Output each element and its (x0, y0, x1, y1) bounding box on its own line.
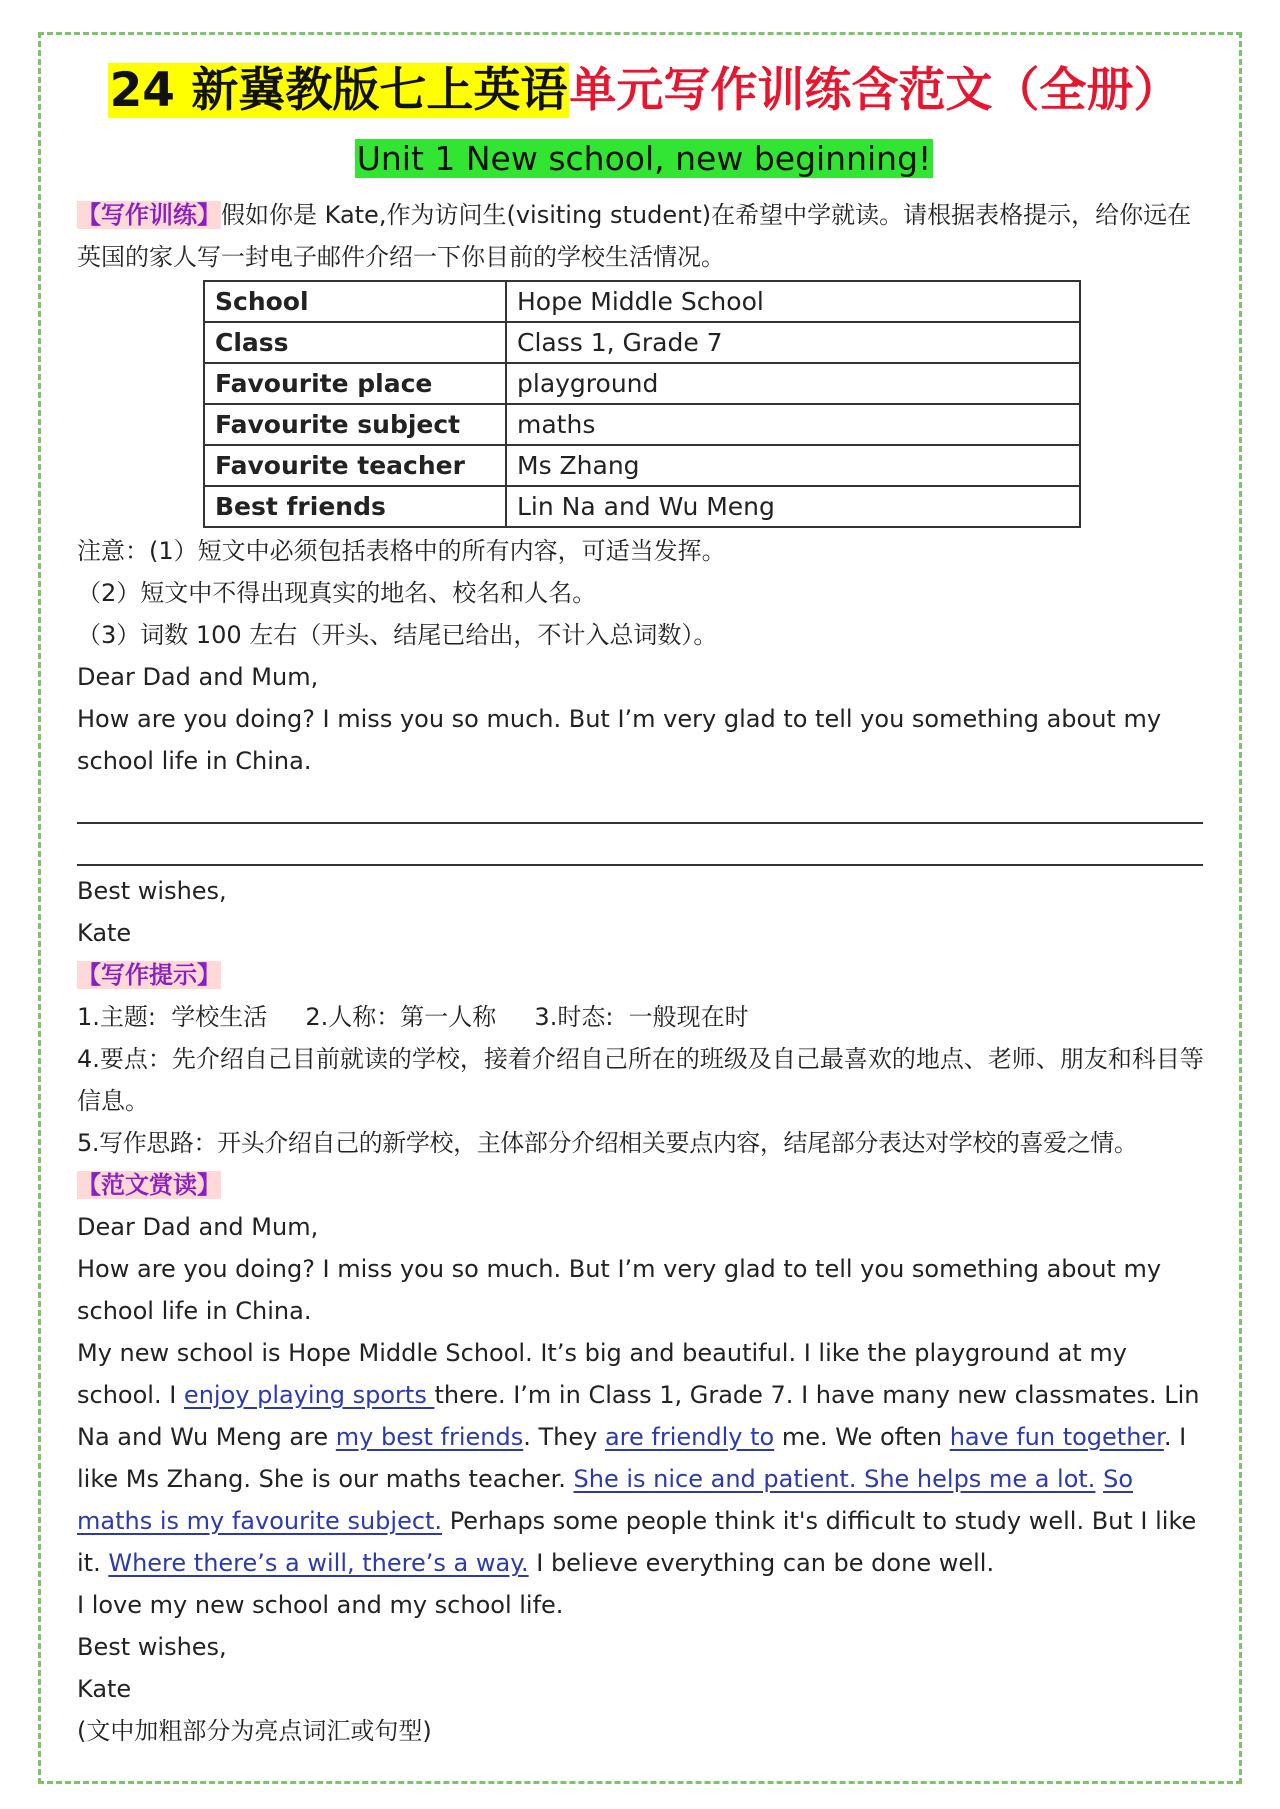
body-text: there. I’m in Class 1, Grade 7. I have many new classmates. Lin Na and Wu Meng are (77, 1381, 1200, 1451)
table-row (204, 322, 1080, 363)
writing-task-text: 假如你是 Kate,作为访问生(visiting student)在希望中学就读。请根据表格提示，给你远在英国的家人写一封电子邮件介绍一下你目前的学校生活情况。 (77, 201, 1192, 271)
body-text: My new school is Hope Middle School. It’s big and beautiful. I like the playground at my school. I (77, 1339, 1127, 1409)
table-value-cell: Hope Middle School (506, 281, 1080, 322)
body-text: . They (523, 1423, 605, 1451)
letter-greeting: Dear Dad and Mum, (77, 663, 319, 691)
sample-greeting: Dear Dad and Mum, (77, 1213, 319, 1241)
sample-note: (文中加粗部分为亮点词汇或句型) (77, 1717, 432, 1745)
table-value-cell: Class 1, Grade 7 (506, 322, 1080, 363)
highlight-phrase: have fun together (949, 1423, 1164, 1451)
body-text (1095, 1465, 1103, 1493)
body-text: me. We often (774, 1423, 950, 1451)
highlight-phrase: are friendly to (604, 1423, 775, 1451)
answer-line-2[interactable] (77, 824, 1203, 866)
highlight-phrase: my best friends (335, 1423, 524, 1451)
answer-line-1[interactable] (77, 782, 1203, 824)
sample-opening: How are you doing? I miss you so much. But I’m very glad to tell you something about my school life in China. (77, 1255, 1162, 1325)
table-row (204, 404, 1080, 445)
table-value-cell: maths (506, 404, 1080, 445)
table-row (204, 281, 1080, 322)
sample-tag: 【范文赏读】 (77, 1171, 221, 1199)
hints-heading (77, 954, 1211, 996)
table-value-cell: Lin Na and Wu Meng (506, 486, 1080, 527)
letter-signature: Kate (77, 919, 132, 947)
highlight-phrase: enjoy playing sports (183, 1381, 435, 1409)
table-key-cell: Favourite teacher (204, 445, 506, 486)
unit-heading (77, 136, 1211, 188)
table-key-cell: School (204, 281, 506, 322)
info-table (203, 280, 1081, 528)
note-3: （3）词数 100 左右（开头、结尾已给出，不计入总词数）。 (77, 621, 718, 649)
table-value-cell: Ms Zhang (506, 445, 1080, 486)
table-key-cell: Class (204, 322, 506, 363)
note-2: （2）短文中不得出现真实的地名、校名和人名。 (77, 579, 597, 607)
writing-task (77, 194, 1211, 278)
hints-tag: 【写作提示】 (77, 961, 221, 989)
hint-line-2: 4.要点：先介绍自己目前就读的学校，接着介绍自己所在的班级及自己最喜欢的地点、老师、朋友和科目等信息。 (77, 1045, 1204, 1115)
table-value-cell: playground (506, 363, 1080, 404)
sample-body (77, 1332, 1211, 1584)
note-1: 注意：(1）短文中必须包括表格中的所有内容，可适当发挥。 (77, 537, 726, 565)
sample-ending: I love my new school and my school life. (77, 1591, 564, 1619)
table-row (204, 445, 1080, 486)
sample-closing: Best wishes, (77, 1633, 227, 1661)
document-content (77, 50, 1211, 1752)
body-text: Perhaps some people think it's difficult to study well. But I like it. (77, 1507, 1197, 1577)
sample-heading (77, 1164, 1211, 1206)
table-key-cell: Favourite place (204, 363, 506, 404)
document-title (77, 50, 1211, 132)
hint-line-1: 1.主题: 学校生活 2.人称：第一人称 3.时态: 一般现在时 (77, 1003, 749, 1031)
body-text: I believe everything can be done well. (528, 1549, 995, 1577)
letter-opening: How are you doing? I miss you so much. But I’m very glad to tell you something about my school life in China. (77, 705, 1162, 775)
table-row (204, 363, 1080, 404)
table-key-cell: Best friends (204, 486, 506, 527)
body-text: . I like Ms Zhang. She is our maths teacher. (77, 1423, 1187, 1493)
title-red-part: 单元写作训练含范文（全册） (569, 63, 1181, 118)
table-row (204, 486, 1080, 527)
unit-title: Unit 1 New school, new beginning! (356, 139, 932, 178)
highlight-phrase: She is nice and patient. She helps me a lot. (573, 1465, 1096, 1493)
highlight-phrase: So maths is my favourite subject. (77, 1465, 1133, 1535)
sample-signature: Kate (77, 1675, 132, 1703)
title-highlight-yellow: 24 新冀教版七上英语 (109, 63, 568, 118)
letter-closing: Best wishes, (77, 877, 227, 905)
table-key-cell: Favourite subject (204, 404, 506, 445)
writing-task-tag: 【写作训练】 (77, 201, 221, 229)
highlight-phrase: Where there’s a will, there’s a way. (108, 1549, 529, 1577)
hint-line-3: 5.写作思路：开头介绍自己的新学校，主体部分介绍相关要点内容，结尾部分表达对学校的喜爱之情。 (77, 1129, 1138, 1157)
